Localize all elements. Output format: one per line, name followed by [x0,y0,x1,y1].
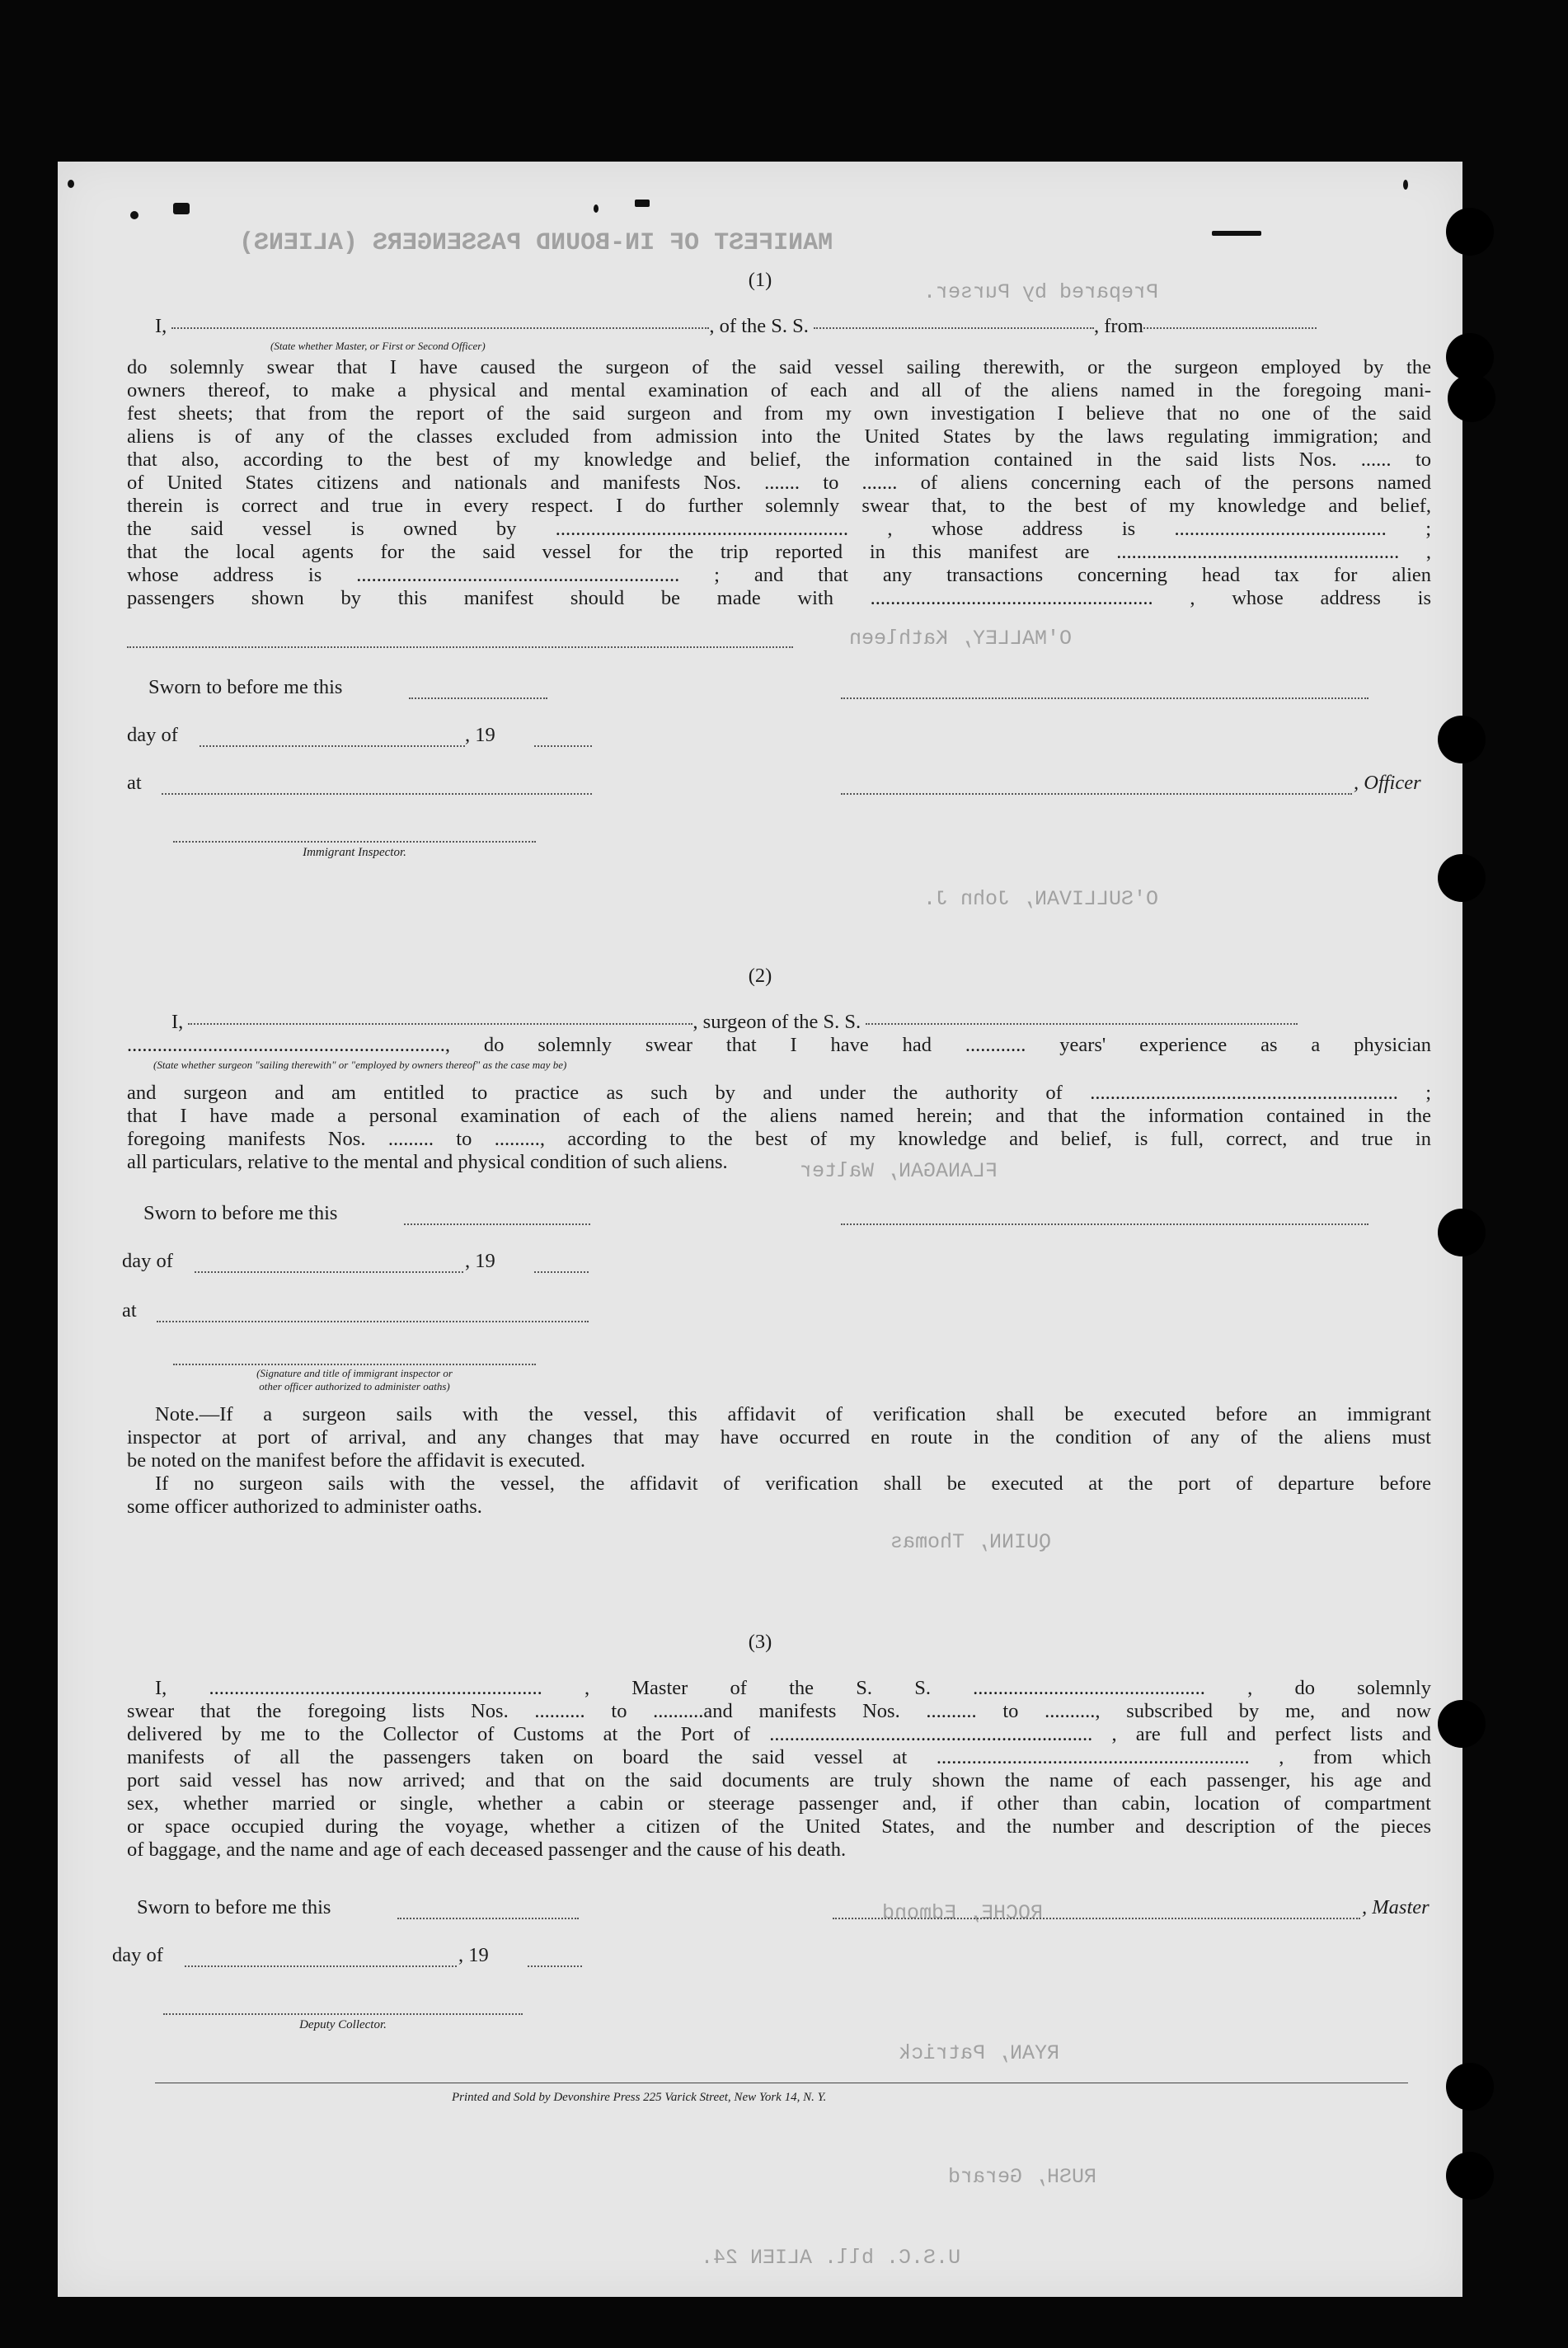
section-3-body-line: I, .................................................................. , Master of the S. S. .............................................. , do solemnly [155,1677,1431,1699]
day-of-label-3: day of [112,1944,163,1966]
punch-hole [1448,374,1495,422]
label-surgeon-of: , surgeon of the S. S. [692,1011,866,1033]
section-1-body-line: therein is correct and true in every respect. I do further solemnly swear that, to the best of my knowledge and belief, [127,495,1431,517]
signature-caption-line-2: other officer authorized to administer oaths) [259,1380,450,1392]
oath-officer-signature-blank[interactable] [173,1364,536,1365]
at-label-2: at [122,1299,137,1322]
punch-hole [1438,1209,1486,1256]
bleed-through-name: RUSH, Gerard [948,2165,1097,2189]
bleed-through-name: RYAN, Patrick [899,2041,1060,2065]
bleed-through-purser: Prepared by Purser. [923,280,1159,304]
section-3-body-line: of baggage, and the name and age of each deceased passenger and the cause of his death. [127,1838,847,1861]
section-2-body-line: that I have made a personal examination of each of the aliens named herein; and that the information contained in the [127,1105,1431,1127]
bleed-through-name: ROCHE, Edmond [882,1901,1044,1925]
section-1-line-1 [155,315,1431,338]
label-of-ss: , of the S. S. [709,315,815,337]
at-blank-1[interactable] [162,793,592,795]
section-2-number: (2) [748,965,772,987]
bleed-through-header: MANIFEST OF IN-BOUND PASSENGERS (ALIENS) [239,229,833,257]
punch-hole [1446,2063,1494,2111]
sworn-label-1: Sworn to before me this [148,676,343,698]
note2-line: If no surgeon sails with the vessel, the affidavit of verification shall be executed at the port of departure before [155,1472,1431,1495]
speck [635,200,650,207]
year-label-1: , 19 [465,724,495,746]
section-2-caption: (State whether surgeon "sailing therewith" or "employed by owners thereof" as the case may be) [153,1059,567,1071]
day-of-blank-2[interactable] [195,1271,463,1273]
vessel-name-blank[interactable] [814,327,1094,329]
section-2-line-2: ..............................................................., do solemnly swear that I have had ............ years' experience as a physician [127,1034,1431,1056]
year-label-3: , 19 [458,1944,489,1966]
section-1-body-line: that the local agents for the said vessel for the trip reported in this manifest are ........................................................ , [127,541,1431,563]
speck [1403,180,1408,190]
officer-signature-blank[interactable] [841,793,1352,795]
master-signature-blank[interactable] [833,1918,1360,1919]
surgeon-vessel-blank[interactable] [866,1023,1298,1025]
master-text: , Master [1362,1896,1430,1918]
speck [173,203,190,214]
label-i: I, [155,315,172,337]
deputy-signature-blank[interactable] [163,2013,523,2015]
officer-label [1354,772,1421,795]
from-port-blank[interactable] [1143,327,1317,329]
section-3-body-line: or space occupied during the voyage, whether a citizen of the United States, and the number and description of the pieces [127,1815,1431,1838]
section-1-body-line: the said vessel is owned by .......................................................... , whose address is .......................................... ; [127,518,1431,540]
section-1-body-line: of United States citizens and nationals and manifests Nos. ....... to ....... of aliens concerning each of the persons named [127,472,1431,494]
speck [1212,231,1261,236]
section-3-body-line: swear that the foregoing lists Nos. .......... to ..........and manifests Nos. .......... to .........., subscribed by me, and now [127,1700,1431,1722]
label-from: , from [1094,315,1143,337]
master-name-blank[interactable] [171,327,709,329]
punch-hole [1446,208,1494,256]
section-1-caption: (State whether Master, or First or Second Officer) [270,340,486,352]
punch-hole [1438,1700,1486,1748]
master-label [1362,1896,1430,1919]
section-1-number: (1) [748,269,772,291]
bleed-through-footer: U.S.C. bll. ALIEN 24. [701,2246,961,2270]
note-line: inspector at port of arrival, and any changes that may have occurred en route in the condition of any of the aliens must [127,1426,1431,1449]
section-1-body-line: do solemnly swear that I have caused the surgeon of the said vessel sailing therewith, or the surgeon employed by the [127,356,1431,378]
section-2-line-1 [171,1011,1298,1034]
day-of-label-1: day of [127,724,178,746]
sworn-date-blank-2[interactable] [404,1223,590,1225]
section-3-body-line: port said vessel has now arrived; and that on the said documents are truly shown the name of each passenger, his age and [127,1769,1431,1792]
year-blank-3[interactable] [528,1965,582,1967]
bleed-through-name: O'MALLEY, Kathleen [849,627,1073,650]
note2-line: some officer authorized to administer oaths. [127,1496,482,1518]
speck [594,204,599,213]
punch-hole [1438,716,1486,763]
section-3-body-line: sex, whether married or single, whether a cabin or steerage passenger and, if other than cabin, location of compartment [127,1792,1431,1815]
day-of-blank-3[interactable] [185,1965,457,1967]
punch-hole [1446,2152,1494,2200]
sworn-label-2: Sworn to before me this [143,1202,338,1224]
inspector-signature-blank[interactable] [173,841,536,843]
officer-text: , Officer [1354,772,1421,794]
bleed-through-name: O'SULLIVAN, John J. [923,887,1159,911]
section-3-body-line: delivered by me to the Collector of Customs at the Port of ................................................................ , are full and perfect lists and [127,1723,1431,1745]
year-blank-2[interactable] [534,1271,589,1273]
section-1-body-line: whose address is ................................................................ ; and that any transactions concerning head tax for alien [127,564,1431,586]
bleed-through-name: FLANAGAN, Walter [800,1159,998,1183]
year-label-2: , 19 [465,1250,495,1272]
signature-caption-line-1: (Signature and title of immigrant inspector or [256,1367,453,1379]
address-blank[interactable] [127,646,793,648]
surgeon-name-blank[interactable] [188,1023,692,1025]
deputy-collector-label: Deputy Collector. [299,2018,387,2031]
speck [68,180,74,188]
section-2-body-line: and surgeon and am entitled to practice as such by and under the authority of ............................................................. ; [127,1082,1431,1104]
officer-signature-top-blank[interactable] [841,697,1368,699]
section-2-body-line: foregoing manifests Nos. ......... to ........., according to the best of my knowledge and belief, is full, correct, and true in [127,1128,1431,1150]
sworn-date-blank-1[interactable] [409,697,547,699]
label-i-2: I, [171,1011,189,1033]
section-2-body-line: all particulars, relative to the mental and physical condition of such aliens. [127,1151,728,1173]
section-1-body-line: owners thereof, to make a physical and mental examination of each and all of the aliens named in the foregoing mani- [127,379,1431,402]
speck [130,211,138,219]
day-of-blank-1[interactable] [200,745,465,747]
at-label-1: at [127,772,142,794]
bleed-through-name: QUINN, Thomas [890,1530,1052,1554]
manifest-page [58,162,1462,2297]
surgeon-signature-blank[interactable] [841,1223,1368,1225]
note-line: Note.—If a surgeon sails with the vessel, this affidavit of verification shall be executed before an immigrant [155,1403,1431,1425]
section-1-body-line: aliens is of any of the classes excluded from admission into the United States by the laws regulating immigration; and [127,425,1431,448]
at-blank-2[interactable] [157,1321,589,1322]
section-1-body-line: passengers shown by this manifest should be made with ........................................................ , whose address is [127,587,1431,609]
section-1-body-line: that also, according to the best of my knowledge and belief, the information contained in the said lists Nos. ...... to [127,448,1431,471]
sworn-label-3: Sworn to before me this [137,1896,331,1918]
punch-hole [1438,854,1486,902]
printer-imprint: Printed and Sold by Devonshire Press 225 Varick Street, New York 14, N. Y. [452,2091,827,2104]
immigrant-inspector-label: Immigrant Inspector. [303,846,406,859]
section-3-number: (3) [748,1631,772,1653]
sworn-date-blank-3[interactable] [397,1918,579,1919]
year-blank-1[interactable] [534,745,592,747]
note-line: be noted on the manifest before the affidavit is executed. [127,1449,586,1472]
section-1-body-line: fest sheets; that from the report of the said surgeon and from my own investigation I believe that no one of the said [127,402,1431,425]
section-3-body-line: manifests of all the passengers taken on board the said vessel at .............................................................. , from which [127,1746,1431,1768]
day-of-label-2: day of [122,1250,173,1272]
